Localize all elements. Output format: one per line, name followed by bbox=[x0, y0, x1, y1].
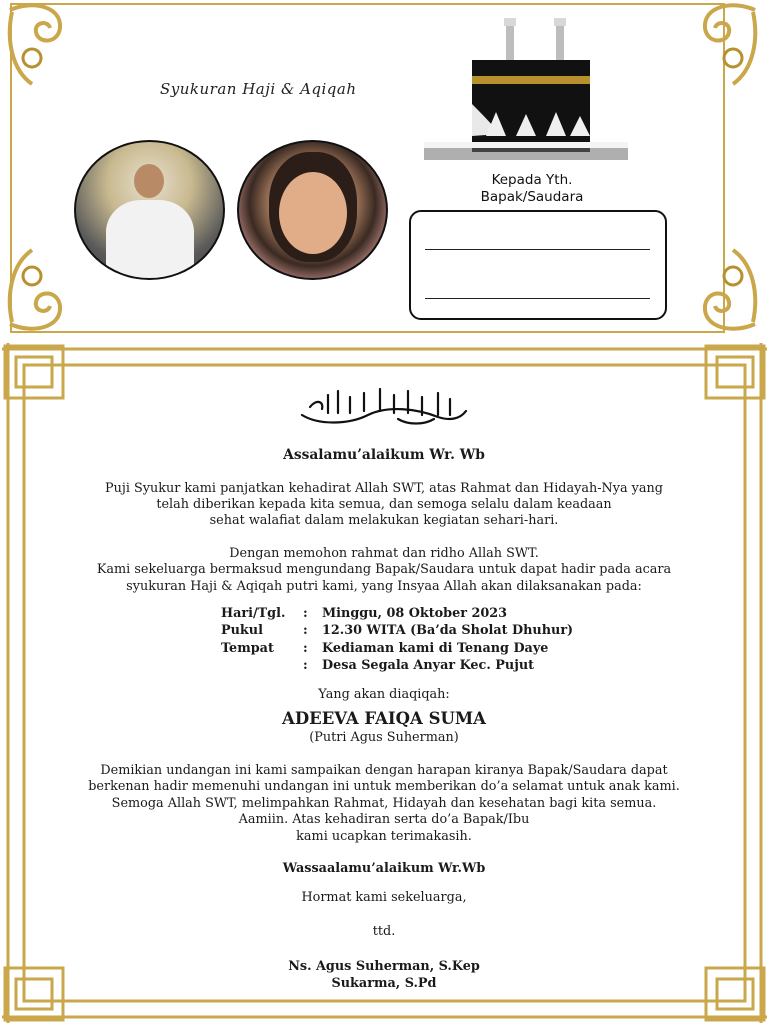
closing-line-5: kami ucapkan terimakasih. bbox=[296, 829, 472, 844]
signer-2: Sukarma, S.Pd bbox=[331, 976, 437, 991]
invitation-line-2: Kami sekeluarga bermaksud mengundang Bapak/Saudara untuk dapat hadir pada acara bbox=[96, 562, 672, 577]
address-line-2 bbox=[425, 298, 650, 299]
detail-value: Kediaman kami di Tenang Daye bbox=[322, 641, 549, 656]
detail-value: Desa Segala Anyar Kec. Pujut bbox=[322, 658, 535, 673]
detail-row-time bbox=[221, 622, 573, 640]
kaaba-icon bbox=[420, 12, 630, 167]
detail-colon: : bbox=[303, 641, 308, 656]
detail-colon: : bbox=[303, 606, 308, 621]
detail-value: Minggu, 08 Oktober 2023 bbox=[322, 606, 508, 621]
ornament-corner-top-left-icon bbox=[2, 0, 72, 90]
recipient-line-2: Bapak/Saudara bbox=[480, 189, 584, 205]
detail-row-place-2 bbox=[221, 657, 534, 675]
child-name: ADEEVA FAIQA SUMA bbox=[282, 709, 486, 728]
letter-frame bbox=[2, 343, 767, 1023]
ornament-corner-top-right-icon bbox=[693, 0, 763, 90]
detail-label: Tempat bbox=[221, 641, 274, 656]
intro-line-1: Puji Syukur kami panjatkan kehadirat Allah SWT, atas Rahmat dan Hidayah-Nya yang bbox=[105, 481, 663, 496]
detail-colon: : bbox=[303, 623, 308, 638]
address-box[interactable] bbox=[409, 210, 667, 320]
event-title: Syukuran Haji & Aqiqah bbox=[160, 80, 357, 98]
signer-1: Ns. Agus Suherman, S.Kep bbox=[288, 959, 480, 974]
regards: Hormat kami sekeluarga, bbox=[301, 890, 467, 905]
invitation-line-3: syukuran Haji & Aqiqah putri kami, yang Insyaa Allah akan dilaksanakan pada: bbox=[126, 579, 642, 594]
detail-value: 12.30 WITA (Ba’da Sholat Dhuhur) bbox=[322, 623, 574, 638]
detail-row-place bbox=[221, 640, 548, 658]
detail-label: Hari/Tgl. bbox=[221, 606, 286, 621]
closing-line-2: berkenan hadir memenuhi undangan ini untuk memberikan do’a selamat untuk anak kami. bbox=[88, 779, 680, 794]
recipient-label bbox=[440, 172, 624, 206]
detail-label: Pukul bbox=[221, 623, 263, 638]
closing-line-3: Semoga Allah SWT, melimpahkan Rahmat, Hidayah dan kesehatan bagi kita semua. bbox=[111, 796, 657, 811]
bismillah-calligraphy-icon bbox=[298, 385, 470, 427]
recipient-line-1: Kepada Yth. bbox=[491, 172, 573, 188]
closing-line-1: Demikian undangan ini kami sampaikan dengan harapan kiranya Bapak/Saudara dapat bbox=[100, 763, 668, 778]
detail-row-date bbox=[221, 605, 507, 623]
invitation-line-1: Dengan memohon rahmat dan ridho Allah SWT. bbox=[229, 546, 539, 561]
ornament-corner-bottom-right-icon bbox=[693, 244, 763, 334]
photo-father bbox=[74, 140, 225, 280]
child-parent: (Putri Agus Suherman) bbox=[309, 730, 459, 745]
child-intro: Yang akan diaqiqah: bbox=[318, 687, 450, 702]
address-line-1 bbox=[425, 249, 650, 250]
detail-colon: : bbox=[303, 658, 308, 673]
ornament-corner-bottom-left-icon bbox=[2, 244, 72, 334]
greeting: Assalamu’alaikum Wr. Wb bbox=[283, 447, 485, 463]
closing-line-4: Aamiin. Atas kehadiran serta do’a Bapak/Ibu bbox=[238, 812, 530, 827]
photo-daughter bbox=[237, 140, 388, 280]
intro-line-3: sehat walafiat dalam melakukan kegiatan sehari-hari. bbox=[209, 513, 559, 528]
intro-line-2: telah diberikan kepada kita semua, dan semoga selalu dalam keadaan bbox=[156, 497, 612, 512]
farewell: Wassaalamu’alaikum Wr.Wb bbox=[282, 861, 486, 876]
signature: ttd. bbox=[372, 924, 396, 939]
